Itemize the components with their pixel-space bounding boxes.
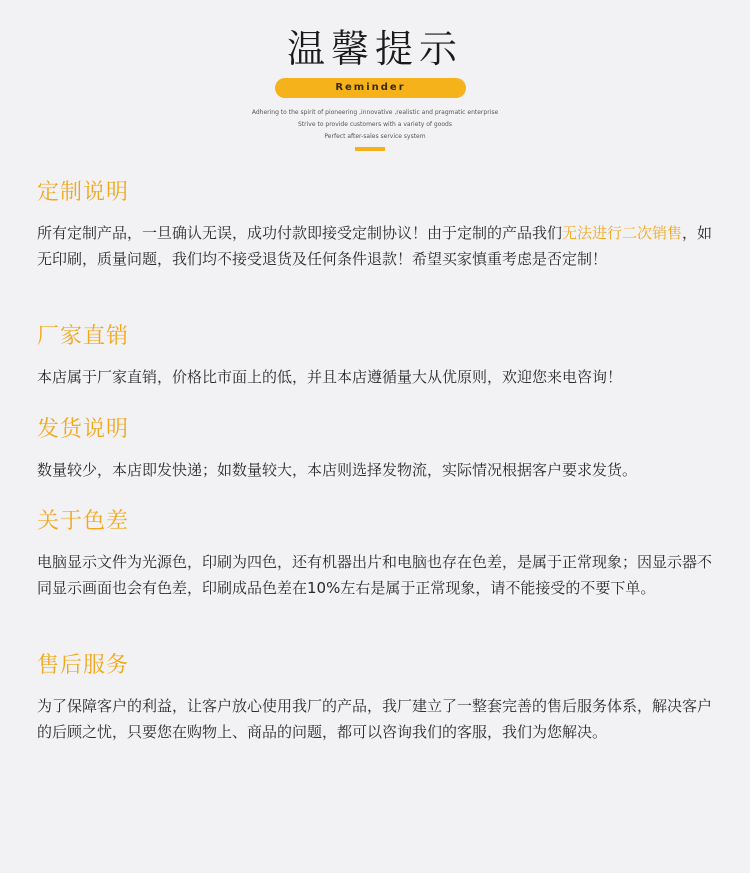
page-title: 温馨提示 [286,27,463,71]
body-text: ，如无印刷，质量问题，我们均不接受退货及任何条件退款！希望买家慎重考虑是否定制！ [37,224,713,268]
body-text: 所有定制产品，一旦确认无误，成功付款即接受定制协议！由于定制的产品我们 [37,224,563,242]
section-title: 关于色差 [37,509,130,534]
section-color-difference [37,507,717,601]
section-title: 定制说明 [37,180,130,205]
section-body [37,220,717,272]
slogan-line-3: Perfect after-sales service system [324,133,426,140]
header [0,0,750,160]
section-title: 售后服务 [37,653,130,678]
section-title: 发货说明 [37,417,130,442]
section-body: 数量较少，本店即发快递；如数量较大，本店则选择发物流，实际情况根据客户要求发货。 [37,461,638,479]
accent-divider [355,147,385,151]
reminder-pill: Reminder [275,78,466,98]
section-body: 本店属于厂家直销，价格比市面上的低，并且本店遵循量大从优原则，欢迎您来电咨询！ [37,368,623,386]
highlight-text: 无法进行二次销售 [562,224,683,242]
section-direct-sale [37,322,717,390]
section-custom [37,178,717,272]
section-body: 为了保障客户的利益，让客户放心使用我厂的产品，我厂建立了一整套完善的售后服务体系，解决客户的后顾之忧，只要您在购物上、商品的问题，都可以咨询我们的客服，我们为您解决。 [37,697,713,741]
section-title: 厂家直销 [37,324,130,349]
section-after-sales [37,651,717,745]
slogan-line-2: Strive to provide customers with a variety of goods [298,121,452,128]
section-shipping [37,415,717,483]
section-body: 电脑显示文件为光源色，印刷为四色，还有机器出片和电脑也存在色差，是属于正常现象；因显示器不同显示画面也会有色差，印刷成品色差在10%左右是属于正常现象，请不能接受的不要下单。 [37,553,713,597]
slogan-line-1: Adhering to the spirit of pioneering ,innovative ,realistic and pragmatic enterprise [251,109,499,116]
